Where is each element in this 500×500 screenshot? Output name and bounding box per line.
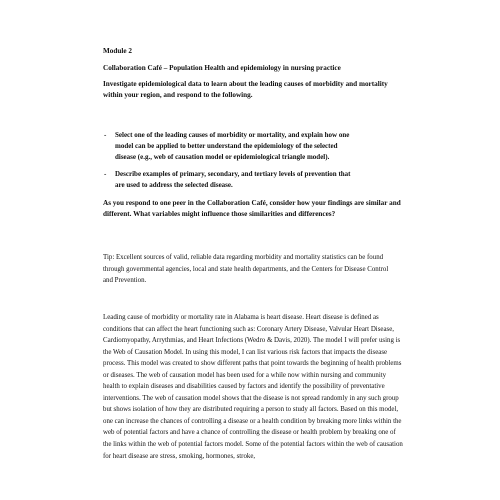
tip-paragraph: Tip: Excellent sources of valid, reliable data regarding morbidity and mortality statistics can be found through governmental agencies, local and state health departments, and the Centers for Disease Control and Prevention. — [103, 254, 389, 285]
bullet-mark: - — [104, 170, 107, 178]
module-label: Module 2 — [103, 47, 132, 55]
peer-prompt-paragraph: As you respond to one peer in the Collaboration Café, consider how your findings are similar and different. What variables might influence those similarities and differences? — [103, 199, 401, 218]
bullet-text: Describe examples of primary, secondary, and tertiary levels of prevention that are used to address the selected disease. — [115, 170, 351, 189]
response-paragraph: Leading cause of morbidity or mortality rate in Alabama is heart disease. Heart disease is defined as conditions that can affect the heart functioning such as: Coronary Artery Disease, Valvular Heart Disease, Cardiomyopathy, Arrythmias, and Heart Infections (Wedro & Davis, 2020). The model I will prefer using is the Web of Causation Model. In using this model, I can list various risk factors that impacts the disease process. This model was created to show different paths that point towards the beginning of health problems or diseases. The web of causation model has been used for a while now within nursing and community health to explain diseases and disabilities caused by factors and identify the possibility of preventative interventions. The web of causation model shows that the disease is not spread randomly in any such group but shows isolation of how they are distributed requiring a person to study all factors. Based on this model, one can increase the chances of controlling a disease or a health condition by breaking more links within the web of potential factors and have a chance of controlling the disease or health problem by breaking one of the links within the web of potential factors model. Some of the potential factors within the web of causation for heart disease are stress, smoking, hormones, stroke, — [103, 314, 403, 460]
bullet-item — [104, 130, 355, 163]
bullet-mark: - — [104, 131, 107, 139]
document-title: Collaboration Café – Population Health and epidemiology in nursing practice — [103, 64, 341, 72]
intro-paragraph: Investigate epidemiological data to learn about the leading causes of morbidity and mortality within your region, and respond to the following. — [103, 80, 388, 99]
bullet-text: Select one of the leading causes of morbidity or mortality, and explain how one model can be applied to better understand the epidemiology of the selected disease (e.g., web of causation model or epidemiological triangle model). — [115, 131, 350, 161]
bullet-item — [104, 169, 355, 191]
